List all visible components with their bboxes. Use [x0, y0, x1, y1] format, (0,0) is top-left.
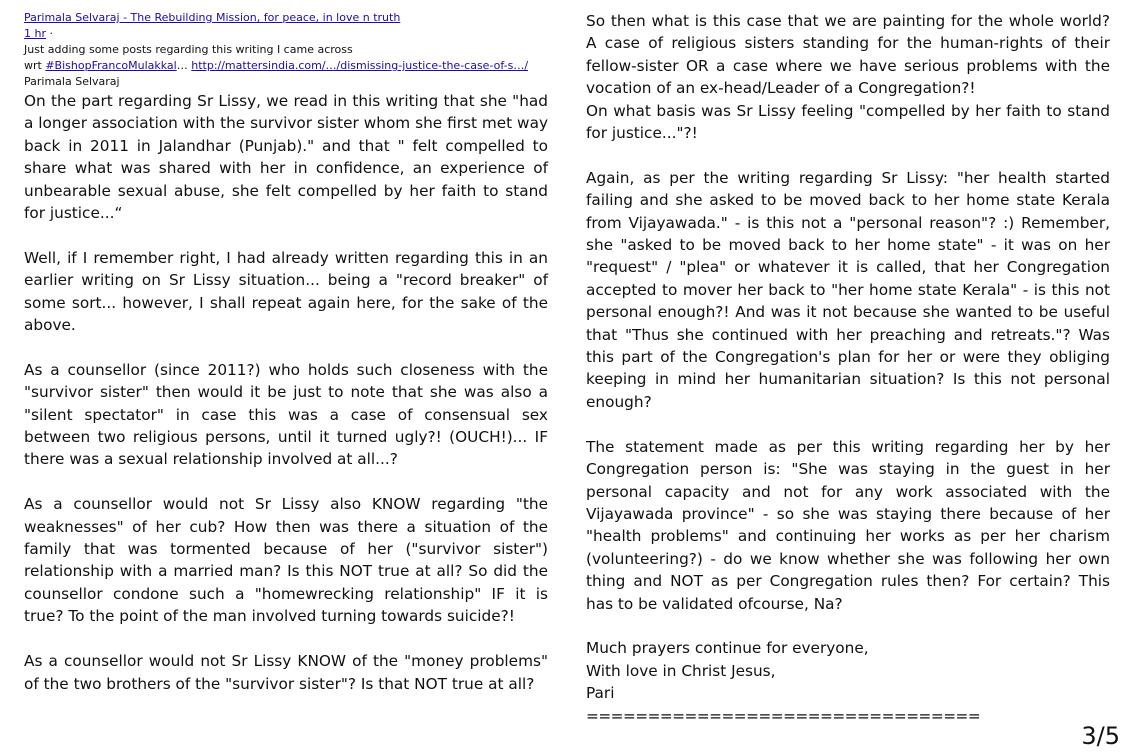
reference-line — [24, 58, 548, 74]
author-name: Parimala Selvaraj — [24, 75, 120, 88]
author-post-link[interactable]: Parimala Selvaraj - The Rebuilding Mission, for peace, in love n truth — [24, 11, 401, 24]
wrt-prefix: wrt — [24, 59, 46, 72]
right-column — [586, 10, 1110, 727]
post-time-suffix: · — [46, 27, 53, 40]
signoff-line-1: Much prayers continue for everyone, — [586, 639, 869, 658]
page-number: 3/5 — [1081, 722, 1120, 750]
left-paragraph-2: Well, if I remember right, I had already written regarding this in an earlier writing on Sr Lissy situation... being a "record breaker" of some sort... however, I shall repeat again here, for the sake of the above. — [24, 248, 548, 335]
post-time-link[interactable]: 1 hr — [24, 27, 46, 40]
post-time-line — [24, 26, 548, 42]
signoff-name: Pari — [586, 684, 615, 703]
ellipsis: … — [176, 59, 192, 72]
source-url-link[interactable]: http://mattersindia.com/…/dismissing-justice-the-case-of-s…/ — [191, 59, 529, 72]
signoff-line-2: With love in Christ Jesus, — [586, 661, 776, 680]
right-paragraph-4: The statement made as per this writing regarding her by her Congregation person is: "She was staying in the guest in her personal capacity and not for any work associated with the Vijayawada province" - so she was staying there because of her "health problems" and continuing her works as per her charism (volunteering?) - do we know whether she was following her own thing and NOT as per Congregation rules then? For certain? This has to be validated ofcourse, Na? — [586, 437, 1110, 613]
intro-line: Just adding some posts regarding this writing I came across — [24, 43, 353, 56]
left-paragraph-4: As a counsellor would not Sr Lissy also KNOW regarding "the weaknesses" of her cub? How then was there a situation of the family that was tormented because of her ("survivor sister") relationship with a married man? Is this NOT true at all? So did the counsellor condone such a "homewrecking relationship" IF it is true? To the point of the man involved turning towards suicide?! — [24, 495, 548, 626]
left-paragraph-5: As a counsellor would not Sr Lissy KNOW of the "money problems" of the two brothers of the "survivor sister"? Is that NOT true at all? — [24, 652, 548, 693]
left-paragraph-1: On the part regarding Sr Lissy, we read in this writing that she "had a longer association with the survivor sister whom she first met way back in 2011 in Jalandhar (Punjab)." and that " felt compelled to share what was shared with her in confidence, an experience of unbearable sexual abuse, she felt compelled by her faith to stand for justice...“ — [24, 92, 548, 223]
left-column — [24, 10, 548, 695]
left-paragraph-3: As a counsellor (since 2011?) who holds such closeness with the "survivor sister" then would it be just to note that she was also a "silent spectator" in case this was a case of consensual sex between two religious persons, until it turned ugly?! (OUCH!)... IF there was a sexual relationship involved at all...? — [24, 360, 548, 469]
divider-rule: ================================ — [586, 706, 981, 725]
right-paragraph-3: Again, as per the writing regarding Sr Lissy: "her health started failing and she asked to be moved back to her home state Kerala from Vijayawada." - is this not a "personal reason"? :) Remember, she "asked to be moved back to her home state" - it was on her "request" / "plea" or whatever it is called, that her Congregation accepted to mover her back to "her home state Kerala" - is this not personal enough?! And was it not because she wanted to be useful that "Thus she continued with her preaching and retreats."? Was this part of the Congregation's plan for her or were they obliging keeping in mind her humanitarian situation? Is this not personal enough? — [586, 168, 1110, 411]
right-paragraph-1: So then what is this case that we are painting for the whole world? A case of religious sisters standing for the human-rights of their fellow-sister OR a case where we have serious problems with the vocation of an ex-head/Leader of a Congregation?! — [586, 12, 1110, 98]
right-paragraph-2: On what basis was Sr Lissy feeling "compelled by her faith to stand for justice..."?! — [586, 101, 1110, 143]
hashtag-link[interactable]: #BishopFrancoMulakkal — [45, 59, 177, 72]
